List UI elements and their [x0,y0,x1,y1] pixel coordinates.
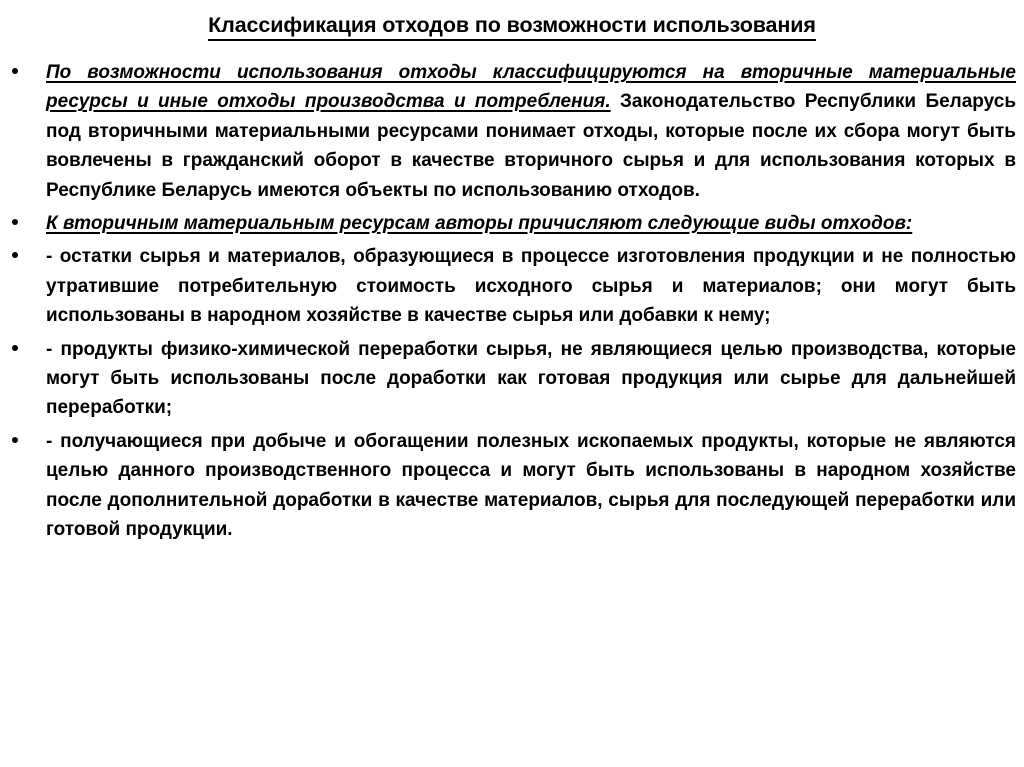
bullet-marker-icon [8,209,46,238]
list-item-content [46,335,1016,423]
plain-run: - остатки сырья и материалов, образующиеся в процессе изготовления продукции и не полностью утратившие потребительную стоимость исходного сырья и материалов; они могут быть использованы в народном хозяйстве в качестве сырья или добавки к нему; [46,246,1016,327]
list-item [8,427,1016,545]
bullet-list [8,58,1016,545]
list-item [8,58,1016,205]
page-title [0,12,1024,41]
list-item-paragraph [46,209,1016,238]
bullet-marker-icon [8,427,46,456]
list-item-paragraph [46,427,1016,545]
list-item-content [46,242,1016,330]
list-item-content [46,209,1016,238]
plain-run: - продукты физико-химической переработки сырья, не являющиеся целью производства, которые могут быть использованы после доработки как готовая продукция или сырье для дальнейшей переработки; [46,338,1016,419]
list-item [8,335,1016,423]
bullet-marker-icon [8,242,46,271]
bullet-marker-icon [8,335,46,364]
list-item [8,209,1016,238]
plain-run: Законодательство Республики Беларусь под вторичными материальными ресурсами понимает отходы, которые после их сбора могут быть вовлечены в гражданский оборот в качестве вторичного сырья и для использования которых в Республике Беларусь имеются объекты по использованию отходов. [46,91,1016,201]
list-item-content [46,58,1016,205]
emphasised-run: По возможности использования отходы классифицируются на вторичные материальные ресурсы и иные отходы производства и потребления. [46,62,1016,113]
list-item-content [46,427,1016,545]
list-item [8,242,1016,330]
bullet-marker-icon [8,58,46,87]
emphasised-run: К вторичным материальным ресурсам авторы причисляют следующие виды отходов: [46,213,913,235]
list-item-paragraph [46,242,1016,330]
page-title-text: Классификация отходов по возможности использования [208,12,816,41]
list-item-paragraph [46,58,1016,205]
list-item-paragraph [46,335,1016,423]
plain-run: - получающиеся при добыче и обогащении полезных ископаемых продукты, которые не являются целью данного производственного процесса и могут быть использованы в народном хозяйстве после дополнительной доработки в качестве материалов, сырья для последующей переработки или готовой продукции. [46,430,1016,541]
